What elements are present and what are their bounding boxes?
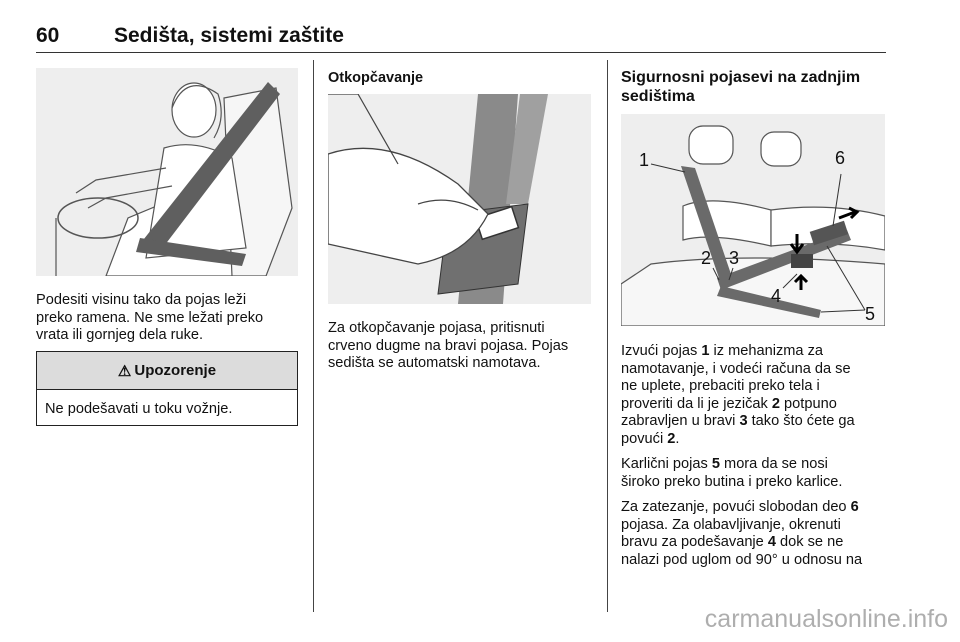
watermark: carmanualsonline.info bbox=[704, 605, 948, 633]
page-number: 60 bbox=[36, 24, 60, 47]
diagram-label-4: 4 bbox=[771, 286, 782, 306]
right-body-text bbox=[621, 343, 891, 577]
section-heading-rear-seatbelts: Sigurnosni pojasevi na zadnjim sedištima bbox=[621, 69, 861, 105]
diagram-label-6: 6 bbox=[835, 148, 846, 168]
page-header bbox=[36, 22, 886, 53]
right-paragraph: Za zatezanje, povući slobodan deo 6 pojasa. Za olabavljivanje, okrenuti bravu za podešavanje 4 dok se ne nalazi pod uglom od 90° u odnosu na bbox=[621, 499, 863, 568]
driver-seatbelt-illustration bbox=[36, 68, 298, 276]
column-divider-left bbox=[313, 60, 314, 612]
warning-box bbox=[36, 351, 298, 426]
section-heading-unbuckling: Otkopčavanje bbox=[328, 70, 424, 86]
left-body-text: Podesiti visinu tako da pojas leži preko ramena. Ne sme ležati preko vrata ili gornjeg dela ruke. bbox=[36, 292, 264, 343]
diagram-label-3: 3 bbox=[729, 248, 740, 268]
warning-text: Ne podešavati u toku vožnje. bbox=[45, 401, 233, 417]
diagram-label-2: 2 bbox=[701, 248, 712, 268]
right-paragraph: Izvući pojas 1 iz mehanizma za namotavanje, i vodeći računa da se ne uplete, prebaciti preko tela i proveriti da li je jezičak 2 potpuno zabravljen u bravi 3 tako što ćete ga povući 2. bbox=[621, 343, 855, 447]
right-paragraph: Karlični pojas 5 mora da se nosi široko preko butina i preko karlice. bbox=[621, 456, 843, 490]
warning-title: ⚠ Upozorenje bbox=[37, 352, 297, 390]
diagram-label-5: 5 bbox=[865, 304, 876, 324]
warning-triangle-icon: ⚠ bbox=[117, 362, 132, 380]
buckle-release-illustration bbox=[328, 94, 591, 304]
diagram-label-1: 1 bbox=[639, 150, 650, 170]
column-divider-right bbox=[607, 60, 608, 612]
middle-body-text: Za otkopčavanje pojasa, pritisnuti crveno dugme na bravi pojasa. Pojas sedišta se automatski namotava. bbox=[328, 320, 569, 371]
rear-seatbelt-diagram bbox=[621, 114, 885, 326]
chapter-title: Sedišta, sistemi zaštite bbox=[114, 24, 344, 47]
